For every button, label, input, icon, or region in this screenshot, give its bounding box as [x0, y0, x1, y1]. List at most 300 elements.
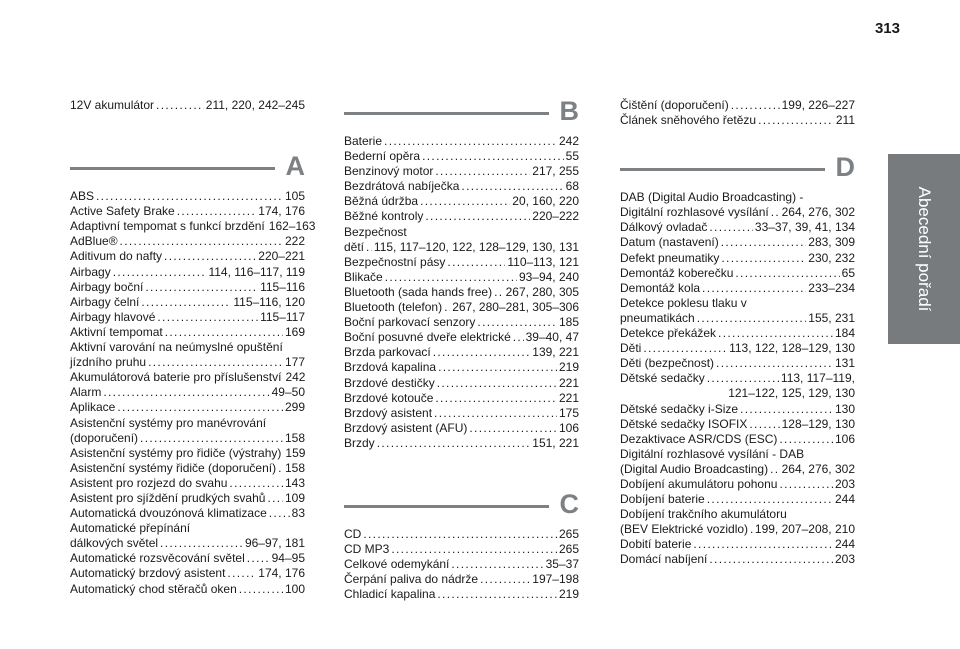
index-entry [70, 310, 305, 325]
index-entry [620, 266, 855, 281]
dot-leader [420, 194, 510, 209]
dot-leader [444, 300, 450, 315]
entry-text: Bezpečnost [344, 224, 407, 239]
entry-name: Brzdové kotouče [344, 390, 434, 405]
section-rule [620, 168, 825, 171]
entry-pages: 106 [834, 431, 855, 446]
dot-leader [157, 310, 258, 325]
dot-leader [643, 341, 727, 356]
entry-name: (Digital Audio Broadcasting) [620, 461, 769, 476]
dot-leader [103, 385, 269, 400]
entry-name: Dobíjení baterie [620, 492, 705, 507]
entry-pages: 265 [558, 526, 579, 541]
dot-leader [709, 552, 833, 567]
entry-name: Active Safety Brake [70, 204, 175, 219]
dot-leader [779, 477, 833, 492]
entry-pages: 115–116 [260, 279, 305, 294]
entry-pages: 96–97, 181 [244, 536, 305, 551]
dot-leader [437, 587, 557, 602]
index-entry [620, 477, 855, 492]
entry-name: Čerpání paliva do nádrže [344, 572, 479, 587]
entry-pages: 265 [558, 542, 579, 557]
index-column-2 [344, 98, 579, 602]
entry-pages: 121–122, 125, 129, 130 [728, 386, 855, 401]
dot-leader [164, 249, 256, 264]
entry-name: Děti (bezpečnost) [620, 356, 715, 371]
entry-text: Aktivní varování na neúmyslné opuštění [70, 340, 283, 355]
index-entry [70, 204, 305, 219]
index-entry [70, 491, 305, 506]
section-header-c [344, 488, 579, 525]
entry-text: Automatické přepínání [70, 521, 191, 536]
index-entry [344, 376, 579, 391]
entry-name: ABS [70, 189, 95, 204]
dot-leader [477, 315, 557, 330]
entry-pages: 184 [834, 326, 855, 341]
dot-leader [141, 295, 231, 310]
index-entry [70, 476, 305, 491]
index-entry [620, 537, 855, 552]
index-entry [70, 265, 305, 280]
entry-name: (BEV Elektrické vozidlo) [620, 522, 749, 537]
entry-name: Asistent pro sjíždění prudkých svahů [70, 490, 266, 505]
index-entry [344, 179, 579, 194]
dot-leader [229, 476, 283, 491]
dot-leader [227, 566, 256, 581]
entry-pages: 244 [834, 537, 855, 552]
entry-pages: 35–37 [545, 557, 579, 572]
entry-pages: 131 [834, 356, 855, 371]
section-letter-b: B [559, 96, 579, 126]
entry-name: CD [344, 526, 362, 541]
dot-leader [513, 330, 524, 345]
entry-pages: 199, 226–227 [781, 98, 855, 112]
dot-leader [269, 506, 290, 521]
dot-leader [160, 536, 243, 551]
index-entry [620, 235, 855, 250]
index-entry [344, 391, 579, 406]
entry-pages: 33–37, 39, 41, 134 [754, 220, 855, 235]
entry-pages: 222 [284, 234, 305, 249]
dot-leader [494, 285, 503, 300]
index-entry [344, 134, 579, 149]
index-entry [620, 492, 855, 507]
dot-leader [749, 417, 779, 432]
index-entry [344, 194, 579, 209]
index-entry [344, 315, 579, 330]
dot-leader [438, 360, 557, 375]
dot-leader [740, 402, 833, 417]
entry-pages: 151, 221 [532, 435, 579, 450]
index-entry [344, 240, 579, 255]
entry-pages: 158 [284, 460, 305, 475]
index-entry [70, 189, 305, 204]
entry-pages: 162–163 [268, 219, 316, 234]
entry-pages: 39–40, 47 [525, 330, 579, 345]
entry-pages: 158 [284, 430, 305, 445]
entry-pages: 199, 207–208, 210 [754, 522, 855, 537]
entry-name: (doporučení) [70, 430, 139, 445]
entry-pages: 100 [284, 581, 305, 596]
dot-leader [721, 235, 807, 250]
entry-name: Automatická dvouzónová klimatizace [70, 506, 267, 521]
entry-pages: 203 [834, 552, 855, 567]
entry-pages: 115–117 [260, 309, 305, 324]
section-header-a [70, 153, 305, 187]
index-entry [344, 406, 579, 421]
dot-leader [391, 542, 557, 557]
entry-name: Asistenční systémy řidiče (doporučení) [70, 460, 277, 475]
index-entry [344, 557, 579, 572]
dot-leader [363, 527, 557, 542]
index-entry [344, 527, 579, 542]
index-entry [70, 446, 305, 461]
dot-leader [697, 311, 807, 326]
entry-name: Dětské sedačky i-Size [620, 401, 739, 416]
entry-pages: 113, 122, 128–129, 130 [729, 341, 855, 356]
index-entry [620, 462, 855, 477]
dot-leader [709, 220, 753, 235]
index-entry [344, 436, 579, 451]
entry-pages: 114, 116–117, 119 [208, 264, 305, 279]
entry-name: Baterie [344, 134, 383, 148]
dot-leader [96, 189, 283, 204]
dot-leader [385, 270, 517, 285]
entry-name: Celkové odemykání [344, 557, 450, 572]
entry-name: Demontáž kola [620, 280, 701, 295]
entry-name: Aktivní tempomat [70, 324, 163, 339]
entry-name: Airbagy boční [70, 279, 144, 294]
entry-name: Chladicí kapalina [344, 587, 436, 602]
entry-pages: 283, 309 [808, 235, 855, 250]
entry-name: Blikače [344, 269, 383, 284]
entry-text: Digitální rozhlasové vysílání - DAB [620, 446, 805, 461]
index-entry [344, 209, 579, 224]
index-column-3 [620, 98, 855, 568]
dot-leader [278, 461, 283, 476]
index-entry [70, 461, 305, 476]
entry-name: Adaptivní tempomat s funkcí brzdění [70, 219, 265, 234]
index-entry [344, 285, 579, 300]
dot-leader [718, 326, 833, 341]
index-entry [620, 552, 855, 567]
entry-name: Čištění (doporučení) [620, 98, 729, 112]
entry-pages: 143 [284, 475, 305, 490]
entry-name: Airbagy čelní [70, 294, 140, 309]
entry-pages: 219 [558, 360, 579, 375]
dot-leader [117, 400, 283, 415]
dot-leader [693, 537, 833, 552]
side-tab [888, 154, 960, 344]
section-rule [70, 167, 275, 170]
dot-leader [707, 371, 779, 386]
index-column-1 [70, 98, 316, 597]
entry-pages: 93–94, 240 [518, 269, 579, 284]
dot-leader [377, 436, 531, 451]
entry-name: Dětské sedačky ISOFIX [620, 416, 748, 431]
entry-pages: 65 [841, 265, 855, 280]
entry-text: Detekce poklesu tlaku v [620, 295, 747, 310]
dot-leader [451, 557, 543, 572]
entry-pages: 155, 231 [808, 310, 855, 325]
entry-pages: 221 [558, 390, 579, 405]
entry-name: dálkových světel [70, 536, 159, 551]
index-entry [70, 295, 305, 310]
dot-leader [247, 551, 270, 566]
entry-pages: 177 [284, 355, 305, 370]
entry-pages: 217, 255 [532, 164, 579, 179]
dot-leader [435, 164, 530, 179]
entry-pages: 115–116, 120 [233, 294, 305, 309]
entry-pages: 264, 276, 302 [781, 205, 855, 220]
entry-name: Běžné kontroly [344, 209, 424, 224]
index-entry [620, 98, 855, 113]
index-entry [70, 385, 305, 400]
dot-leader [148, 355, 283, 370]
index-entry [70, 431, 305, 446]
entry-text: Asistenční systémy pro manévrování [70, 415, 267, 430]
index-entry [620, 220, 855, 235]
entry-pages: 197–198 [532, 572, 579, 587]
dot-leader [267, 491, 283, 506]
index-entry [620, 311, 855, 326]
entry-name: Defekt pneumatiky [620, 250, 720, 265]
entry-pages: 244 [834, 492, 855, 507]
index-entry [70, 582, 305, 597]
entry-name: Dětské sedačky [620, 371, 705, 386]
side-tab-label: Abecední pořadí [915, 186, 934, 312]
entry-pages: 203 [834, 476, 855, 491]
entry-name: Článek sněhového řetězu [620, 113, 757, 128]
index-entry [70, 280, 305, 295]
entry-name: Aditivum do nafty [70, 249, 163, 264]
dot-leader [735, 266, 839, 281]
entry-name: Brzdy [344, 435, 375, 450]
dot-leader [384, 134, 557, 149]
entry-pages: 221 [558, 375, 579, 390]
entry-pages: 49–50 [271, 385, 305, 400]
index-entry [344, 149, 579, 164]
index-entry [344, 270, 579, 285]
dot-leader [770, 462, 780, 477]
entries-col1-top [70, 98, 305, 113]
dot-leader [156, 98, 204, 113]
index-entry [70, 355, 305, 370]
entry-pages: 267, 280, 305 [505, 284, 579, 299]
dot-leader [469, 421, 557, 436]
entry-name: AdBlue® [70, 234, 118, 249]
index-entry [620, 402, 855, 417]
section-rule [344, 112, 549, 115]
entry-text: DAB (Digital Audio Broadcasting) - [620, 190, 804, 205]
entry-pages: 109 [284, 490, 305, 505]
dot-leader [366, 240, 372, 255]
entry-pages: 211, 220, 242–245 [205, 98, 305, 112]
index-entry [70, 234, 305, 249]
dot-leader [750, 522, 753, 537]
entry-pages: 106 [558, 420, 579, 435]
entry-name: Bluetooth (telefon) [344, 300, 443, 315]
dot-leader [239, 582, 283, 597]
entry-name: Brzdový asistent [344, 405, 433, 420]
entry-pages: 128–129, 130 [781, 416, 855, 431]
entry-name: Detekce překážek [620, 326, 717, 341]
entry-pages: 83 [291, 506, 305, 521]
dot-leader [422, 149, 564, 164]
entry-pages: 267, 280–281, 305–306 [452, 300, 579, 315]
dot-leader [779, 432, 833, 447]
dot-leader [707, 492, 833, 507]
dot-leader [758, 113, 834, 128]
entry-pages: 299 [284, 400, 305, 415]
entry-name: Děti [620, 341, 642, 356]
index-entry-heading [620, 296, 855, 311]
entry-pages: 220–221 [258, 249, 305, 264]
entry-pages: 264, 276, 302 [781, 461, 855, 476]
index-entry [620, 522, 855, 537]
dot-leader [165, 325, 283, 340]
index-entry [70, 370, 305, 385]
index-entry [344, 542, 579, 557]
section-rule [344, 505, 549, 508]
index-entry [620, 205, 855, 220]
dot-leader [145, 280, 258, 295]
dot-leader [113, 265, 207, 280]
entry-text: Dobíjení trakčního akumulátoru [620, 507, 787, 522]
entry-name: Aplikace [70, 400, 116, 415]
entry-name: Automatický brzdový asistent [70, 566, 226, 581]
index-entry [620, 371, 855, 386]
entry-pages: 20, 160, 220 [512, 194, 579, 209]
entry-name: 12V akumulátor [70, 98, 155, 112]
index-entry [620, 326, 855, 341]
index-entry-heading [70, 340, 305, 355]
entry-name: Akumulátorová baterie pro příslušenství [70, 370, 282, 385]
entry-name: Asistenční systémy pro řidiče (výstrahy) [70, 445, 282, 460]
dot-leader [437, 376, 557, 391]
dot-leader [447, 255, 505, 270]
index-entry [620, 432, 855, 447]
section-letter-d: D [835, 152, 855, 183]
dot-leader [721, 251, 806, 266]
dot-leader [771, 205, 780, 220]
entry-pages: 233–234 [808, 280, 855, 295]
index-entry-heading [620, 447, 855, 462]
entry-pages: 115, 117–120, 122, 128–129, 130, 131 [373, 239, 579, 254]
entry-name: Automatický chod stěračů oken [70, 581, 237, 596]
index-entry [344, 255, 579, 270]
entry-name: Dobití baterie [620, 537, 692, 552]
index-entry [344, 587, 579, 602]
index-entry-heading [344, 225, 579, 240]
entry-pages: 230, 232 [808, 250, 855, 265]
index-entry [70, 325, 305, 340]
index-entry [344, 572, 579, 587]
entry-name: Demontáž koberečku [620, 265, 734, 280]
dot-leader [716, 356, 833, 371]
entry-pages: 159 [285, 445, 306, 460]
index-entry [70, 98, 305, 113]
section-letter-c: C [559, 488, 579, 519]
entries-section-d [620, 190, 855, 567]
entry-name: Boční parkovací senzory [344, 315, 476, 330]
section-header-d [620, 154, 855, 188]
dot-leader [461, 179, 563, 194]
index-entry [70, 400, 305, 415]
index-entry [70, 506, 305, 521]
dot-leader [433, 345, 531, 360]
entry-name: Bezpečnostní pásy [344, 254, 446, 269]
index-entry [344, 300, 579, 315]
entry-pages: 113, 117–119, [780, 371, 855, 386]
index-entry [620, 251, 855, 266]
entry-pages: 110–113, 121 [507, 254, 579, 269]
entry-pages: 94–95 [271, 551, 305, 566]
entry-name: Digitální rozhlasové vysílání [620, 205, 769, 220]
entry-name: Brzdové destičky [344, 375, 435, 390]
index-entry [70, 551, 305, 566]
index-entry [344, 164, 579, 179]
index-entry-heading [620, 190, 855, 205]
index-entry [70, 219, 316, 234]
entry-name: Dálkový ovladač [620, 220, 708, 235]
entry-pages: 169 [284, 324, 305, 339]
dot-leader [480, 572, 530, 587]
index-entry [620, 113, 855, 128]
entry-name: Brzda parkovací [344, 345, 431, 360]
entry-name: Benzinový motor [344, 164, 434, 179]
index-entry [620, 417, 855, 432]
index-entry-continuation [620, 386, 855, 401]
index-entry [620, 281, 855, 296]
entry-pages: 130 [834, 401, 855, 416]
dot-leader [140, 431, 283, 446]
section-letter-a: A [285, 151, 305, 182]
entry-pages: 242 [558, 134, 579, 148]
entry-name: Bluetooth (sada hands free) [344, 284, 493, 299]
entry-name: Bederní opěra [344, 149, 421, 164]
index-entry [344, 360, 579, 375]
entry-name: dětí [344, 239, 365, 254]
entry-name: Alarm [70, 385, 102, 400]
dot-leader [731, 98, 780, 113]
dot-leader [120, 234, 283, 249]
entry-name: Bezdrátová nabíječka [344, 179, 460, 194]
page-number: 313 [874, 20, 900, 37]
entry-pages: 185 [558, 315, 579, 330]
entry-name: CD MP3 [344, 542, 390, 557]
entry-pages: 220–222 [532, 209, 579, 224]
entry-pages: 105 [284, 189, 305, 204]
entry-pages: 139, 221 [532, 345, 579, 360]
entry-name: Dobíjení akumulátoru pohonu [620, 476, 778, 491]
dot-leader [177, 204, 257, 219]
entries-col3-top [620, 98, 855, 128]
index-entry [70, 566, 305, 581]
entry-pages: 242 [285, 370, 306, 385]
entry-name: Datum (nastavení) [620, 235, 719, 250]
entry-name: Běžná údržba [344, 194, 419, 209]
dot-leader [435, 391, 557, 406]
entry-name: Dezaktivace ASR/CDS (ESC) [620, 431, 778, 446]
index-entry [70, 249, 305, 264]
dot-leader [434, 406, 557, 421]
entry-name: Boční posuvné dveře elektrické [344, 330, 511, 345]
entry-pages: 174, 176 [258, 566, 305, 581]
index-entry [344, 421, 579, 436]
index-entry-heading [620, 507, 855, 522]
index-entry-heading [70, 521, 305, 536]
